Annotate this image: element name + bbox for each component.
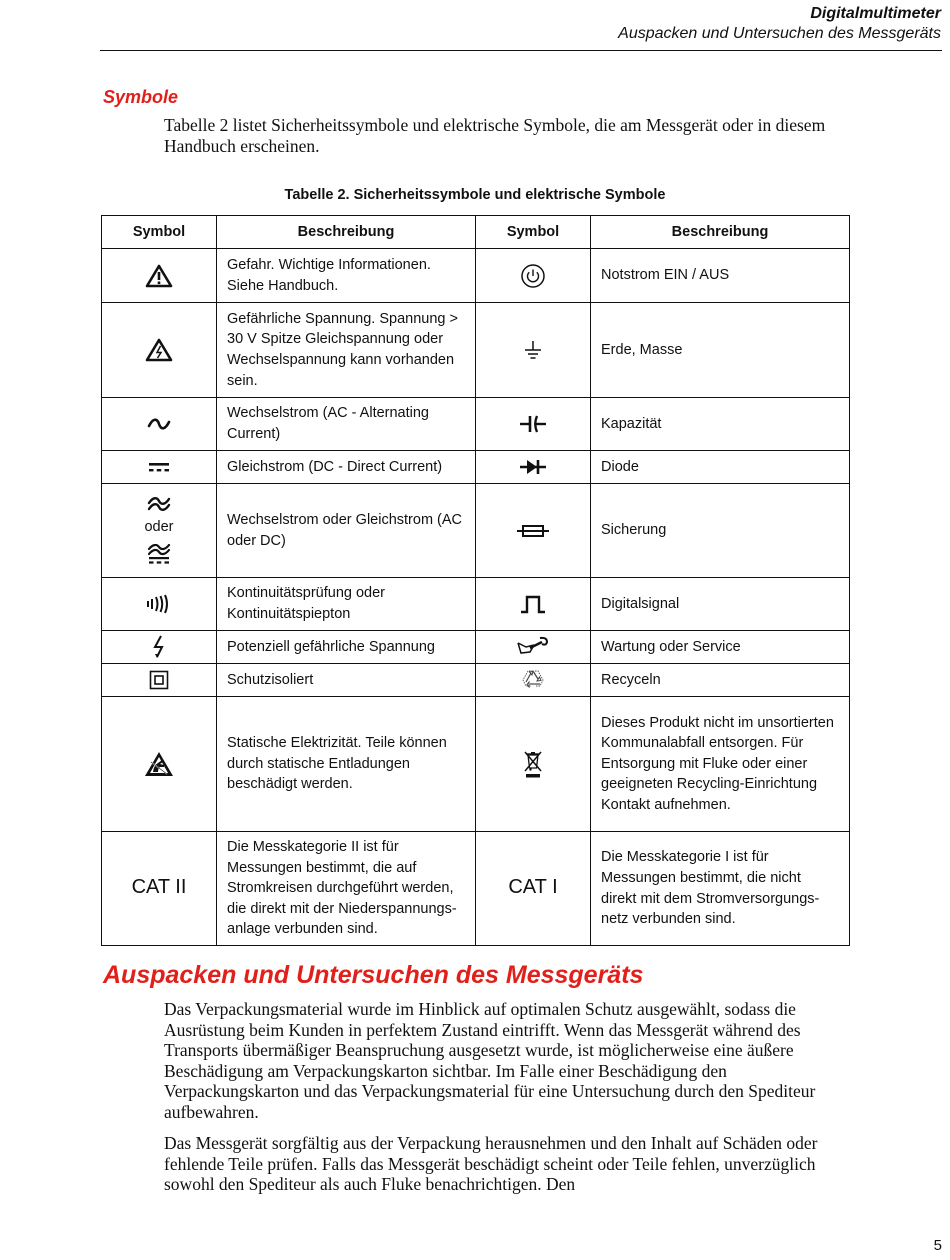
header-title: Digitalmultimeter xyxy=(810,5,941,22)
power-button-icon xyxy=(520,263,546,289)
table-caption: Tabelle 2. Sicherheitssymbole und elektrische Symbole xyxy=(284,187,666,203)
col-header-description: Beschreibung xyxy=(217,216,476,249)
table-row xyxy=(102,451,850,484)
symbol-cell xyxy=(476,451,591,484)
symbol-cell xyxy=(476,697,591,832)
diode-icon xyxy=(519,458,547,476)
recycle-icon xyxy=(520,668,546,692)
cat-i-label: CAT I xyxy=(508,876,558,899)
symbol-cell xyxy=(476,578,591,631)
description-cell: Kapazität xyxy=(591,398,850,451)
symbol-cell xyxy=(476,303,591,398)
fuse-icon xyxy=(516,523,550,539)
table-row xyxy=(102,664,850,697)
unpack-paragraph-1: Das Verpackungsmaterial wurde im Hinblick auf optimalen Schutz ausgewählt, sodass die Ausrüstung beim Kunden in perfektem Zustand eintrifft. Wenn das Messgerät während des Transports übermäßiger Beanspruchung ausgesetzt wurde, ist möglicherweise eine äußere Beschädigung am Verpackungskarton sichtbar. Im Falle einer Beschädigung den Verpackungskarton und das Verpackungsmaterial für eine Untersuchung durch den Spediteur aufbewahren. xyxy=(164,999,816,1122)
unpack-heading: Auspacken und Untersuchen des Messgeräts xyxy=(103,961,644,989)
col-header-symbol: Symbol xyxy=(102,216,217,249)
symbol-cell xyxy=(476,484,591,578)
symbol-cell xyxy=(102,832,217,946)
col-header-description: Beschreibung xyxy=(591,216,850,249)
ground-icon xyxy=(522,339,544,361)
header-divider xyxy=(100,50,942,51)
cat-ii-label: CAT II xyxy=(131,876,187,899)
description-cell: Gleichstrom (DC - Direct Current) xyxy=(217,451,476,484)
symbol-cell xyxy=(102,303,217,398)
ac-dc-symbol-group xyxy=(102,497,216,564)
ac-wave-icon xyxy=(147,417,171,431)
description-cell: Schutzisoliert xyxy=(217,664,476,697)
description-cell: Wechselstrom oder Gleichstrom (AC oder DC) xyxy=(217,484,476,578)
symbols-intro: Tabelle 2 listet Sicherheitssymbole und elektrische Symbole, die am Messgerät oder in diesem Handbuch erscheinen. xyxy=(164,115,826,156)
symbol-cell xyxy=(102,664,217,697)
ac-dc-icon xyxy=(147,497,171,511)
header-subtitle: Auspacken und Untersuchen des Messgeräts xyxy=(618,25,941,42)
description-cell: Digitalsignal xyxy=(591,578,850,631)
description-cell: Wartung oder Service xyxy=(591,631,850,664)
symbol-cell xyxy=(102,484,217,578)
page-number: 5 xyxy=(933,1237,942,1254)
high-voltage-triangle-icon xyxy=(145,338,173,362)
description-cell: Gefahr. Wichtige Informationen. Siehe Handbuch. xyxy=(217,249,476,303)
table-row xyxy=(102,303,850,398)
table-row xyxy=(102,832,850,946)
symbols-table xyxy=(101,215,850,946)
symbol-cell xyxy=(476,398,591,451)
table-row xyxy=(102,578,850,631)
table-row xyxy=(102,697,850,832)
description-cell: Diode xyxy=(591,451,850,484)
symbol-cell xyxy=(476,249,591,303)
unpack-paragraph-2: Das Messgerät sorgfältig aus der Verpackung herausnehmen und den Inhalt auf Schäden oder fehlende Teile prüfen. Falls das Messgerät beschädigt scheint oder Teile fehlen, unverzüglich sowohl den Spediteur als auch Fluke benachrichtigen. Den xyxy=(164,1133,818,1195)
symbol-cell xyxy=(102,578,217,631)
symbol-cell xyxy=(102,451,217,484)
symbol-cell xyxy=(476,832,591,946)
description-cell: Notstrom EIN / AUS xyxy=(591,249,850,303)
symbol-cell xyxy=(102,631,217,664)
description-cell: Die Messkategorie I ist für Messungen bestimmt, die nicht direkt mit dem Stromversorgungs-netz verbunden sind. xyxy=(591,832,850,946)
or-label: oder xyxy=(144,519,174,536)
description-cell: Dieses Produkt nicht im unsortierten Kommunalabfall entsorgen. Für Entsorgung mit Fluke oder einer geeigneten Recycling-Einrichtung Kontakt aufnehmen. xyxy=(591,697,850,832)
symbols-heading: Symbole xyxy=(103,87,179,107)
table-row xyxy=(102,484,850,578)
weee-bin-icon xyxy=(523,749,543,779)
description-cell: Sicherung xyxy=(591,484,850,578)
description-cell: Recyceln xyxy=(591,664,850,697)
symbol-cell xyxy=(476,664,591,697)
symbol-cell xyxy=(102,697,217,832)
description-cell: Kontinuitätsprüfung oder Kontinuitätspiepton xyxy=(217,578,476,631)
continuity-beep-icon xyxy=(145,593,173,615)
double-insulation-icon xyxy=(149,670,169,690)
description-cell: Erde, Masse xyxy=(591,303,850,398)
table-header-row xyxy=(102,216,850,249)
dc-icon xyxy=(147,461,171,473)
symbol-cell xyxy=(102,249,217,303)
description-cell: Potenziell gefährliche Spannung xyxy=(217,631,476,664)
table-row xyxy=(102,631,850,664)
lightning-icon xyxy=(152,635,166,659)
ac-dc-alt-icon xyxy=(147,544,171,564)
symbol-cell xyxy=(102,398,217,451)
digital-signal-icon xyxy=(519,594,547,614)
esd-icon xyxy=(143,750,175,778)
wrench-service-icon xyxy=(516,636,550,658)
capacitor-icon xyxy=(519,414,547,434)
description-cell: Statische Elektrizität. Teile können durch statische Entladungen beschädigt werden. xyxy=(217,697,476,832)
table-row xyxy=(102,398,850,451)
warning-triangle-icon xyxy=(145,264,173,288)
description-cell: Die Messkategorie II ist für Messungen bestimmt, die auf Stromkreisen durchgeführt werden, die direkt mit der Niederspannungs-anlage verbunden sind. xyxy=(217,832,476,946)
table-row xyxy=(102,249,850,303)
description-cell: Wechselstrom (AC - Alternating Current) xyxy=(217,398,476,451)
col-header-symbol: Symbol xyxy=(476,216,591,249)
symbol-cell xyxy=(476,631,591,664)
description-cell: Gefährliche Spannung. Spannung > 30 V Spitze Gleichspannung oder Wechselspannung kann vorhanden sein. xyxy=(217,303,476,398)
